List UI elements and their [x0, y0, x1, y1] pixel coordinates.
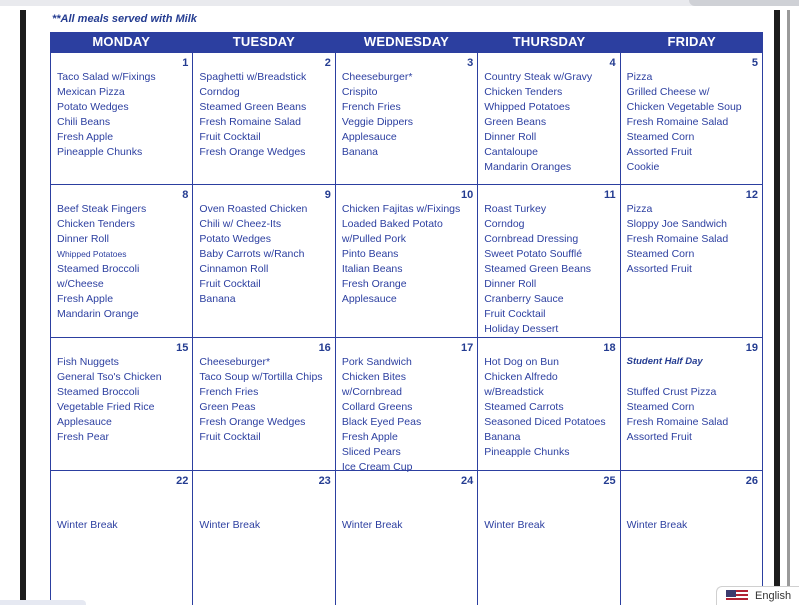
menu-item: Veggie Dippers: [341, 116, 414, 128]
menu-item: Chicken Vegetable Soup: [626, 101, 742, 113]
date-number: 10: [460, 189, 474, 201]
date-number: 26: [745, 475, 759, 487]
scrollbar-track[interactable]: [787, 10, 790, 600]
menu-item: Pork Sandwich: [341, 356, 412, 368]
menu-item: w/Cheese: [57, 278, 104, 290]
menu-item: Assorted Fruit: [626, 146, 692, 158]
date-number: 1: [182, 57, 189, 69]
menu-item: Steamed Corn: [626, 248, 695, 260]
menu-item: Dinner Roll: [484, 278, 537, 290]
menu-item: Fruit Cocktail: [199, 278, 261, 290]
menu-item: Dinner Roll: [484, 131, 537, 143]
menu-item: Taco Soup w/Tortilla Chips: [199, 371, 323, 383]
menu-list: [199, 518, 330, 533]
menu-list: [57, 202, 188, 322]
menu-list: [199, 202, 330, 307]
menu-list: [57, 518, 188, 533]
page-left-rule: [20, 10, 26, 605]
menu-item: w/Pulled Pork: [341, 233, 407, 245]
menu-list: [484, 518, 615, 533]
date-number: 11: [603, 189, 616, 201]
bottom-scroll-indicator: [0, 600, 86, 605]
date-number: 25: [603, 475, 616, 487]
menu-item: Cookie: [626, 161, 660, 173]
menu-item: Italian Beans: [341, 263, 403, 275]
menu-list: [57, 355, 188, 445]
language-selector[interactable]: [716, 586, 799, 605]
milk-note: **All meals served with Milk: [52, 13, 197, 25]
date-number: 8: [182, 189, 189, 201]
menu-item: Corndog: [199, 86, 240, 98]
date-number: 24: [460, 475, 474, 487]
day-cell: [51, 53, 192, 184]
menu-item: Green Beans: [484, 116, 547, 128]
menu-list: [342, 202, 473, 307]
menu-item: Cheeseburger*: [199, 356, 271, 368]
date-number: 3: [467, 57, 474, 69]
menu-item: Taco Salad w/Fixings: [57, 71, 156, 83]
day-cell: [192, 338, 334, 470]
menu-item: Hot Dog on Bun: [484, 356, 559, 368]
date-number: 15: [176, 342, 189, 354]
date-number: 4: [609, 57, 616, 69]
day-cell: [477, 185, 619, 337]
menu-list: [627, 385, 758, 445]
calendar-week-row: [51, 52, 762, 184]
menu-item: Pizza: [626, 71, 653, 83]
menu-list: [627, 70, 758, 175]
menu-item: Green Peas: [199, 401, 256, 413]
day-cell: [192, 53, 334, 184]
menu-item: Fresh Romaine Salad: [626, 233, 729, 245]
page-right-rule: [774, 10, 780, 605]
menu-item: French Fries: [341, 101, 401, 113]
menu-item: Sloppy Joe Sandwich: [626, 218, 728, 230]
day-cell: [192, 185, 334, 337]
date-number: 2: [324, 57, 331, 69]
menu-item: Chicken Tenders: [57, 218, 136, 230]
menu-item: Oven Roasted Chicken: [199, 203, 308, 215]
menu-list: [484, 70, 615, 175]
menu-item: Fresh Romaine Salad: [626, 116, 729, 128]
menu-item: Fresh Pear: [57, 431, 109, 443]
menu-item: Cornbread Dressing: [484, 233, 579, 245]
menu-item: Winter Break: [57, 519, 118, 531]
menu-item: Sliced Pears: [341, 446, 401, 458]
day-cell: [335, 471, 477, 605]
language-label: English: [755, 590, 792, 602]
day-cell: [51, 338, 192, 470]
day-cell: [335, 185, 477, 337]
date-number: 16: [318, 342, 331, 354]
menu-item: Loaded Baked Potato: [341, 218, 443, 230]
menu-item: Pineapple Chunks: [484, 446, 570, 458]
menu-item: Fresh Romaine Salad: [199, 116, 301, 128]
day-cell: [477, 338, 619, 470]
menu-item: Spaghetti w/Breadstick: [199, 71, 307, 83]
day-cell: [192, 471, 334, 605]
menu-item: Chicken Fajitas w/Fixings: [341, 203, 461, 215]
date-number: 19: [745, 342, 759, 354]
menu-item: w/Breadstick: [484, 386, 544, 398]
menu-item: Steamed Broccoli: [57, 386, 140, 398]
browser-top-strip: [0, 0, 799, 6]
menu-item: Vegetable Fried Rice: [57, 401, 155, 413]
menu-item: Cranberry Sauce: [484, 293, 564, 305]
day-cell: [620, 471, 762, 605]
day-cell: [477, 471, 619, 605]
menu-item: Potato Wedges: [199, 233, 272, 245]
menu-item: Stuffed Crust Pizza: [626, 386, 717, 398]
day-header-friday: FRIDAY: [667, 34, 716, 49]
menu-item: Potato Wedges: [57, 101, 129, 113]
menu-item: Holiday Dessert: [484, 323, 559, 335]
menu-item: Fresh Orange: [341, 278, 407, 290]
day-header-monday: MONDAY: [92, 34, 151, 49]
menu-item: Steamed Corn: [626, 401, 695, 413]
menu-item: French Fries: [199, 386, 259, 398]
menu-item: Steamed Green Beans: [199, 101, 307, 113]
menu-item: Steamed Green Beans: [484, 263, 592, 275]
calendar-week-row: [51, 184, 762, 337]
menu-item: Pinto Beans: [341, 248, 399, 260]
menu-list: [627, 202, 758, 277]
menu-item: Winter Break: [626, 519, 688, 531]
menu-item: Black Eyed Peas: [341, 416, 422, 428]
menu-item: Banana: [341, 146, 379, 158]
menu-list: [484, 202, 615, 337]
menu-item: Baby Carrots w/Ranch: [199, 248, 305, 260]
calendar-header: [50, 32, 763, 52]
date-number: 12: [745, 189, 759, 201]
menu-item: General Tso's Chicken: [57, 371, 162, 383]
menu-item: Chicken Alfredo: [484, 371, 558, 383]
us-flag-icon: [726, 590, 748, 602]
menu-item: Cinnamon Roll: [199, 263, 269, 275]
menu-list: [627, 518, 758, 533]
menu-item: Dinner Roll: [57, 233, 109, 245]
menu-item: Sweet Potato Soufflé: [484, 248, 583, 260]
menu-item: Fresh Romaine Salad: [626, 416, 729, 428]
menu-list: [199, 70, 330, 160]
menu-list: [57, 70, 188, 160]
date-number: 22: [176, 475, 189, 487]
menu-item: Winter Break: [484, 519, 545, 531]
menu-item: Whipped Potatoes: [57, 249, 127, 259]
day-cell: [620, 185, 762, 337]
date-number: 23: [318, 475, 331, 487]
date-number: 18: [603, 342, 616, 354]
menu-item: Assorted Fruit: [626, 263, 692, 275]
menu-item: Chili w/ Cheez-Its: [199, 218, 282, 230]
menu-item: Fresh Orange Wedges: [199, 146, 306, 158]
menu-item: Ice Cream Cup: [341, 461, 413, 473]
menu-item: Banana: [484, 431, 521, 443]
day-header-thursday: THURSDAY: [512, 34, 586, 49]
menu-list: [342, 355, 473, 475]
menu-item: Seasoned Diced Potatoes: [484, 416, 606, 428]
menu-item: Winter Break: [341, 519, 403, 531]
menu-list: [484, 355, 615, 460]
menu-item: Cantaloupe: [484, 146, 538, 158]
day-cell: [51, 185, 192, 337]
menu-item: Fresh Orange Wedges: [199, 416, 306, 428]
menu-item: Country Steak w/Gravy: [484, 71, 593, 83]
menu-item: Fruit Cocktail: [199, 431, 261, 443]
date-number: 17: [460, 342, 474, 354]
date-number: 5: [751, 57, 759, 69]
day-cell: [335, 53, 477, 184]
menu-item: Pineapple Chunks: [57, 146, 143, 158]
menu-item: Chicken Tenders: [484, 86, 563, 98]
menu-list: [199, 355, 330, 445]
day-cell: [620, 53, 762, 184]
menu-item: Banana: [199, 293, 236, 305]
browser-top-strip-cap: [689, 0, 799, 6]
menu-item: Winter Break: [199, 519, 261, 531]
menu-item: Fish Nuggets: [57, 356, 119, 368]
menu-item: Mexican Pizza: [57, 86, 125, 98]
menu-item: Applesauce: [341, 131, 397, 143]
menu-item: Steamed Broccoli: [57, 263, 140, 275]
menu-item: Assorted Fruit: [626, 431, 692, 443]
menu-item: Fresh Apple: [57, 293, 114, 305]
menu-item: Crispito: [341, 86, 378, 98]
day-cell: [620, 338, 762, 470]
day-cell: [477, 53, 619, 184]
menu-item: Mandarin Oranges: [484, 161, 572, 173]
menu-item: Corndog: [484, 218, 525, 230]
menu-item: Pizza: [626, 203, 653, 215]
menu-item: Grilled Cheese w/: [626, 86, 710, 98]
menu-list: [342, 70, 473, 160]
menu-list: [342, 518, 473, 533]
menu-item: Fresh Apple: [57, 131, 114, 143]
day-header-wednesday: WEDNESDAY: [363, 34, 450, 49]
menu-item: Roast Turkey: [484, 203, 547, 215]
day-header-tuesday: TUESDAY: [232, 34, 296, 49]
date-number: 9: [324, 189, 331, 201]
day-cell: [335, 338, 477, 473]
calendar-week-row: [51, 337, 762, 473]
menu-item: Fruit Cocktail: [484, 308, 546, 320]
menu-item: Fresh Apple: [341, 431, 398, 443]
menu-item: Chili Beans: [57, 116, 111, 128]
special-day-label: Student Half Day: [626, 356, 703, 367]
menu-item: Beef Steak Fingers: [57, 203, 147, 215]
menu-item: Collard Greens: [341, 401, 413, 413]
menu-item: Applesauce: [341, 293, 397, 305]
menu-item: Steamed Corn: [626, 131, 695, 143]
menu-item: Fruit Cocktail: [199, 131, 261, 143]
menu-item: Chicken Bites: [341, 371, 407, 383]
menu-item: Applesauce: [57, 416, 112, 428]
calendar-week-row: [51, 470, 762, 605]
menu-item: Whipped Potatoes: [484, 101, 571, 113]
menu-item: Cheeseburger*: [341, 71, 413, 83]
menu-item: Mandarin Orange: [57, 308, 139, 320]
menu-item: w/Cornbread: [341, 386, 402, 398]
menu-item: Steamed Carrots: [484, 401, 564, 413]
calendar-grid: [50, 52, 763, 605]
day-cell: [51, 471, 192, 605]
